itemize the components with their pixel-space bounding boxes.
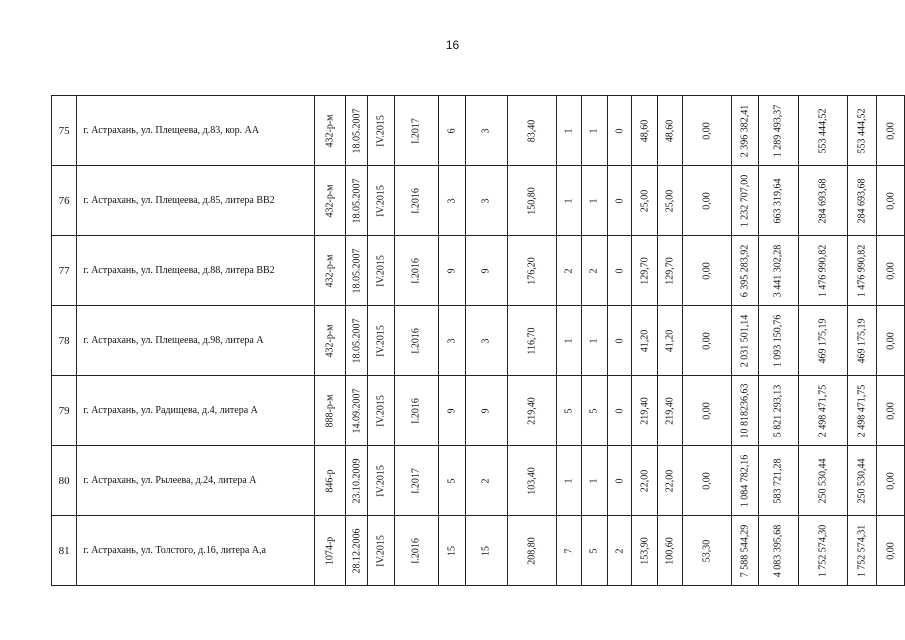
cell-c2 [465,516,507,586]
cell-address: г. Астрахань, ул. Радищева, д.4, литера А [77,376,315,446]
cell-text: 469 175,19 [856,318,868,363]
cell-s5 [877,306,905,376]
cell-text: 176,20 [526,256,538,285]
cell-text: 129,70 [639,256,651,285]
cell-text: 0,00 [885,121,897,140]
cell-c3 [556,96,581,166]
cell-text: 18.05.2007 [351,318,363,363]
cell-text: 1 [588,128,600,133]
table-row [52,236,905,306]
cell-plan_period [367,376,394,446]
cell-c4 [581,166,608,236]
cell-c2 [465,236,507,306]
cell-address: г. Астрахань, ул. Плещеева, д.88, литера ВВ2 [77,236,315,306]
cell-text: I.2016 [410,537,422,564]
cell-text: 6 395 283,92 [739,244,751,297]
cell-text: 2 396 382,41 [739,104,751,157]
cell-text: 116,70 [526,326,538,355]
cell-s4 [847,446,876,516]
cell-s2 [758,306,798,376]
cell-text: IV.2015 [375,394,387,427]
cell-text: 432-р-м [324,324,336,357]
table-row [52,96,905,166]
cell-fact_period [394,516,438,586]
cell-text: 583 721,28 [772,458,784,503]
cell-num: 78 [52,306,77,376]
cell-doc_date [346,306,367,376]
cell-text: 3 [446,198,458,203]
cell-text: 250 530,44 [856,458,868,503]
cell-s3 [798,516,847,586]
cell-a3 [683,236,732,306]
cell-text: 5 [588,408,600,413]
cell-text: 3 [446,338,458,343]
cell-s1 [732,376,759,446]
cell-text: 7 588 544,29 [739,524,751,577]
cell-text: 41,20 [639,329,651,352]
cell-plan_period [367,96,394,166]
cell-a2 [658,166,683,236]
cell-area [507,236,556,306]
cell-a1 [632,166,658,236]
cell-text: 18.05.2007 [351,108,363,153]
cell-s5 [877,236,905,306]
cell-c1 [439,376,466,446]
cell-s4 [847,376,876,446]
cell-c1 [439,96,466,166]
cell-text: 3 [480,338,492,343]
cell-text: 15 [446,545,458,556]
cell-text: 3 441 302,28 [772,244,784,297]
cell-text: 0 [614,198,626,203]
cell-text: 15 [480,545,492,556]
cell-text: 4 083 395,68 [772,524,784,577]
cell-text: 0,00 [701,471,713,490]
cell-doc_date [346,516,367,586]
cell-text: 1 [563,338,575,343]
cell-text: 25,00 [639,189,651,212]
housing-program-table [51,95,905,586]
cell-text: 219,40 [664,396,676,425]
cell-num: 79 [52,376,77,446]
cell-area [507,376,556,446]
cell-doc_date [346,96,367,166]
cell-fact_period [394,446,438,516]
cell-text: 0 [614,478,626,483]
cell-doc_date [346,236,367,306]
cell-s5 [877,516,905,586]
cell-text: 22,00 [639,469,651,492]
cell-s5 [877,96,905,166]
cell-s2 [758,446,798,516]
cell-c4 [581,236,608,306]
cell-text: IV.2015 [375,254,387,287]
cell-c5 [608,166,632,236]
cell-text: 0,00 [701,331,713,350]
cell-s5 [877,376,905,446]
cell-address: г. Астрахань, ул. Толстого, д.16, литера А,а [77,516,315,586]
cell-text: 0,00 [701,121,713,140]
cell-text: 48,60 [664,119,676,142]
cell-fact_period [394,376,438,446]
cell-text: 0,00 [885,401,897,420]
cell-text: 9 [446,268,458,273]
cell-text: 1 232 707,00 [739,174,751,227]
cell-a2 [658,516,683,586]
cell-doc_no [315,446,346,516]
cell-c3 [556,376,581,446]
cell-s1 [732,236,759,306]
cell-text: 432-р-м [324,254,336,287]
cell-c5 [608,236,632,306]
cell-text: 7 [563,548,575,553]
data-table [51,95,905,586]
cell-c4 [581,96,608,166]
cell-a3 [683,306,732,376]
cell-plan_period [367,446,394,516]
cell-text: 2 031 501,14 [739,314,751,367]
cell-text: 663 319,64 [772,178,784,223]
table-row [52,446,905,516]
cell-text: I.2017 [410,467,422,494]
cell-text: 2 [563,268,575,273]
cell-area [507,516,556,586]
cell-s3 [798,236,847,306]
cell-plan_period [367,516,394,586]
cell-s3 [798,306,847,376]
cell-c1 [439,306,466,376]
cell-a3 [683,446,732,516]
cell-text: 0,00 [701,191,713,210]
cell-s2 [758,236,798,306]
cell-s1 [732,516,759,586]
cell-text: 2 [614,548,626,553]
cell-text: 53,30 [701,539,713,562]
cell-num: 76 [52,166,77,236]
cell-s4 [847,236,876,306]
cell-text: 219,40 [526,396,538,425]
cell-s1 [732,96,759,166]
cell-text: 1 289 493,37 [772,104,784,157]
cell-text: 10 818236,63 [739,383,751,438]
cell-text: 0,00 [701,261,713,280]
cell-fact_period [394,166,438,236]
table-row [52,166,905,236]
cell-text: 0,00 [885,541,897,560]
cell-plan_period [367,306,394,376]
cell-text: 0,00 [885,331,897,350]
cell-c3 [556,446,581,516]
cell-text: 0,00 [885,191,897,210]
cell-c3 [556,306,581,376]
cell-s1 [732,166,759,236]
cell-s2 [758,376,798,446]
cell-a3 [683,516,732,586]
cell-s1 [732,446,759,516]
cell-c1 [439,446,466,516]
cell-c2 [465,96,507,166]
cell-text: 25,00 [664,189,676,212]
cell-text: 5 [563,408,575,413]
cell-text: 1 752 574,31 [856,524,868,577]
cell-a2 [658,446,683,516]
cell-c5 [608,96,632,166]
table-row [52,376,905,446]
cell-text: 9 [446,408,458,413]
cell-text: 284 693,68 [856,178,868,223]
cell-text: IV.2015 [375,324,387,357]
cell-text: 553 444,52 [817,108,829,153]
cell-text: I.2016 [410,187,422,214]
cell-text: I.2016 [410,257,422,284]
cell-s4 [847,166,876,236]
cell-text: 1 084 782,16 [739,454,751,507]
cell-c5 [608,376,632,446]
cell-c5 [608,446,632,516]
cell-text: 3 [480,198,492,203]
cell-text: 888-р-м [324,394,336,427]
cell-doc_no [315,166,346,236]
cell-text: 5 821 293,13 [772,384,784,437]
cell-text: 103,40 [526,466,538,495]
cell-text: 0,00 [885,471,897,490]
cell-c1 [439,236,466,306]
cell-plan_period [367,236,394,306]
cell-address: г. Астрахань, ул. Плещеева, д.85, литера ВВ2 [77,166,315,236]
cell-text: 5 [588,548,600,553]
cell-s4 [847,96,876,166]
cell-doc_no [315,376,346,446]
cell-a2 [658,376,683,446]
cell-a1 [632,376,658,446]
cell-a2 [658,96,683,166]
cell-area [507,166,556,236]
page-number: 16 [445,38,460,52]
cell-text: IV.2015 [375,534,387,567]
table-row [52,516,905,586]
cell-text: 5 [446,478,458,483]
cell-s4 [847,516,876,586]
cell-text: 553 444,52 [856,108,868,153]
cell-text: 219,40 [639,396,651,425]
cell-a2 [658,236,683,306]
cell-text: 846-р [324,468,336,493]
cell-s3 [798,376,847,446]
cell-address: г. Астрахань, ул. Плещеева, д.83, кор. АА [77,96,315,166]
cell-text: 129,70 [664,256,676,285]
cell-s3 [798,166,847,236]
cell-c4 [581,516,608,586]
cell-c1 [439,166,466,236]
cell-text: 150,80 [526,186,538,215]
cell-text: 1 [563,128,575,133]
cell-text: I.2017 [410,117,422,144]
cell-s3 [798,96,847,166]
cell-text: IV.2015 [375,464,387,497]
cell-text: 1 [588,478,600,483]
cell-c2 [465,446,507,516]
cell-a3 [683,376,732,446]
cell-text: 6 [446,128,458,133]
cell-num: 77 [52,236,77,306]
cell-plan_period [367,166,394,236]
cell-num: 80 [52,446,77,516]
cell-address: г. Астрахань, ул. Рылеева, д.24, литера А [77,446,315,516]
cell-text: 1 [588,338,600,343]
cell-c5 [608,306,632,376]
cell-text: IV.2015 [375,184,387,217]
cell-fact_period [394,236,438,306]
cell-c3 [556,166,581,236]
cell-s4 [847,306,876,376]
cell-text: 153,90 [639,536,651,565]
cell-s3 [798,446,847,516]
cell-text: 2 498 471,75 [856,384,868,437]
cell-text: 3 [480,128,492,133]
cell-text: 48,60 [639,119,651,142]
cell-text: 22,00 [664,469,676,492]
cell-c2 [465,166,507,236]
cell-s1 [732,306,759,376]
cell-text: 1 476 990,82 [856,244,868,297]
cell-doc_no [315,96,346,166]
cell-c4 [581,306,608,376]
cell-text: 0,00 [701,401,713,420]
cell-doc_no [315,306,346,376]
cell-c3 [556,516,581,586]
cell-text: 100,60 [664,536,676,565]
cell-text: 9 [480,268,492,273]
cell-a2 [658,306,683,376]
cell-c5 [608,516,632,586]
cell-text: 284 693,68 [817,178,829,223]
cell-a1 [632,96,658,166]
cell-text: 9 [480,408,492,413]
cell-doc_no [315,516,346,586]
cell-text: 1 [588,198,600,203]
cell-c2 [465,306,507,376]
cell-text: 0 [614,268,626,273]
cell-s2 [758,166,798,236]
cell-text: 41,20 [664,329,676,352]
cell-s2 [758,516,798,586]
cell-c4 [581,376,608,446]
cell-text: 1 [563,198,575,203]
cell-text: 28.12.2006 [351,528,363,573]
cell-text: 2 [480,478,492,483]
cell-text: 1 [563,478,575,483]
cell-c3 [556,236,581,306]
cell-text: 14.09.2007 [351,388,363,433]
table-body [52,96,905,586]
cell-text: 18.05.2007 [351,178,363,223]
cell-text: 250 530,44 [817,458,829,503]
cell-a1 [632,516,658,586]
cell-text: 1 093 150,76 [772,314,784,367]
cell-text: 208,80 [526,536,538,565]
cell-text: 0 [614,408,626,413]
cell-doc_no [315,236,346,306]
cell-text: 2 [588,268,600,273]
cell-text: 23.10.2009 [351,458,363,503]
cell-text: 2 498 471,75 [817,384,829,437]
cell-fact_period [394,306,438,376]
cell-area [507,306,556,376]
cell-area [507,446,556,516]
cell-c2 [465,376,507,446]
cell-text: 83,40 [526,119,538,142]
cell-num: 75 [52,96,77,166]
table-row [52,306,905,376]
cell-text: 1 752 574,30 [817,524,829,577]
cell-text: 1 476 990,82 [817,244,829,297]
cell-text: 1074-р [324,536,336,565]
cell-s2 [758,96,798,166]
cell-num: 81 [52,516,77,586]
cell-text: I.2016 [410,327,422,354]
cell-a3 [683,96,732,166]
cell-text: IV.2015 [375,114,387,147]
cell-a3 [683,166,732,236]
cell-a1 [632,306,658,376]
cell-area [507,96,556,166]
cell-c1 [439,516,466,586]
cell-c4 [581,446,608,516]
cell-text: 0 [614,128,626,133]
cell-s5 [877,166,905,236]
cell-text: 0,00 [885,261,897,280]
cell-text: 432-р-м [324,114,336,147]
cell-text: 18.05.2007 [351,248,363,293]
cell-text: 469 175,19 [817,318,829,363]
cell-a1 [632,236,658,306]
cell-s5 [877,446,905,516]
cell-a1 [632,446,658,516]
cell-doc_date [346,166,367,236]
cell-doc_date [346,446,367,516]
cell-doc_date [346,376,367,446]
cell-address: г. Астрахань, ул. Плещеева, д.98, литера А [77,306,315,376]
cell-text: 0 [614,338,626,343]
cell-text: 432-р-м [324,184,336,217]
cell-fact_period [394,96,438,166]
cell-text: I.2016 [410,397,422,424]
